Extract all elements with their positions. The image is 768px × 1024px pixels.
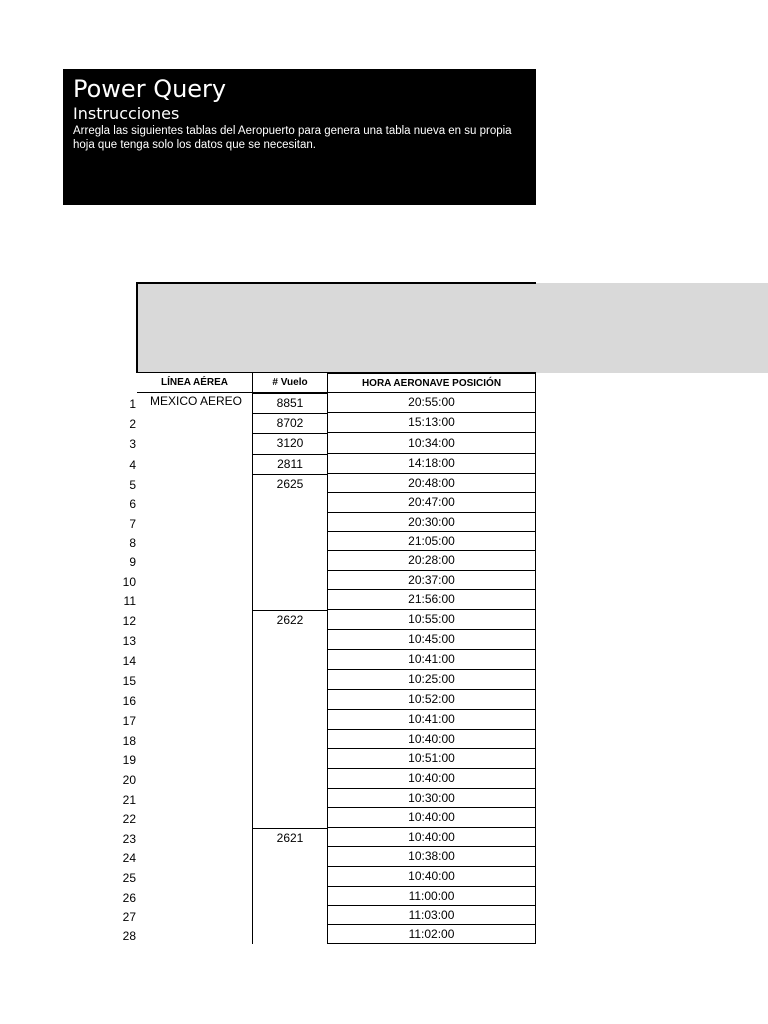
flight-number-cell[interactable]: 2622 xyxy=(252,610,327,828)
flight-number-cell[interactable]: 2621 xyxy=(252,828,327,944)
flight-number-cell[interactable]: 2811 xyxy=(252,454,327,474)
time-cell[interactable]: 11:00:00 xyxy=(327,887,536,906)
time-cell[interactable]: 21:05:00 xyxy=(327,532,536,551)
time-cell[interactable]: 10:51:00 xyxy=(327,749,536,769)
time-cell[interactable]: 20:55:00 xyxy=(327,393,536,413)
flight-number-cell[interactable]: 8702 xyxy=(252,413,327,433)
row-number: 8 xyxy=(129,536,136,550)
row-number: 11 xyxy=(123,594,136,608)
row-number: 20 xyxy=(122,773,136,787)
time-cell[interactable]: 20:37:00 xyxy=(327,571,536,590)
row-number: 1 xyxy=(129,397,136,411)
time-cell[interactable]: 20:30:00 xyxy=(327,513,536,532)
instructions-line-2: hoja que tenga solo los datos que se necesitan. xyxy=(73,139,316,151)
instructions-line-1: Arregla las siguientes tablas del Aeropuerto para genera una tabla nueva en su propia xyxy=(73,125,512,137)
row-number: 15 xyxy=(122,674,136,688)
row-number: 5 xyxy=(129,478,136,492)
row-number: 10 xyxy=(122,575,136,589)
time-cell[interactable]: 20:28:00 xyxy=(327,551,536,571)
time-cell[interactable]: 20:47:00 xyxy=(327,493,536,513)
table-title-block xyxy=(136,282,536,373)
airline-cell[interactable]: MEXICO AEREO xyxy=(149,394,243,408)
row-number: 16 xyxy=(122,694,136,708)
flight-number-cell[interactable]: 8851 xyxy=(252,393,327,413)
time-cell[interactable]: 10:52:00 xyxy=(327,690,536,710)
row-number: 23 xyxy=(122,832,136,846)
time-cell[interactable]: 10:30:00 xyxy=(327,789,536,808)
time-cell[interactable]: 10:41:00 xyxy=(327,650,536,670)
time-cell[interactable]: 20:48:00 xyxy=(327,474,536,493)
time-cell[interactable]: 10:34:00 xyxy=(327,433,536,454)
time-cell[interactable]: 10:40:00 xyxy=(327,867,536,887)
flight-number-cell[interactable]: 3120 xyxy=(252,433,327,454)
row-number: 18 xyxy=(122,734,136,748)
time-cell[interactable]: 10:40:00 xyxy=(327,828,536,847)
page-title: Power Query xyxy=(73,75,227,103)
row-number: 6 xyxy=(129,497,136,511)
time-cell[interactable]: 21:56:00 xyxy=(327,590,536,610)
time-cell[interactable]: 15:13:00 xyxy=(327,413,536,433)
row-number: 24 xyxy=(122,851,136,865)
row-number: 27 xyxy=(122,910,136,924)
row-number: 28 xyxy=(122,929,136,943)
row-number: 2 xyxy=(129,417,136,431)
time-cell[interactable]: 10:40:00 xyxy=(327,769,536,789)
instructions-text xyxy=(73,124,536,152)
column-header-time[interactable]: HORA AERONAVE POSICIÓN xyxy=(327,373,536,392)
column-header-airline[interactable]: LÍNEA AÉREA xyxy=(137,373,252,392)
time-cell[interactable]: 10:41:00 xyxy=(327,710,536,730)
time-cell[interactable]: 10:40:00 xyxy=(327,808,536,828)
row-number: 19 xyxy=(122,753,136,767)
time-cell[interactable]: 14:18:00 xyxy=(327,454,536,474)
row-number: 13 xyxy=(122,634,136,648)
instructions-heading: Instrucciones xyxy=(73,104,180,123)
time-cell[interactable]: 10:25:00 xyxy=(327,670,536,690)
row-number: 25 xyxy=(122,871,136,885)
row-number: 26 xyxy=(122,891,136,905)
row-number: 7 xyxy=(129,517,136,531)
time-cell[interactable]: 10:40:00 xyxy=(327,730,536,749)
table-title-block-extension xyxy=(536,283,768,373)
time-cell[interactable]: 10:55:00 xyxy=(327,610,536,630)
row-number: 14 xyxy=(122,654,136,668)
instructions-banner xyxy=(63,69,536,205)
row-number: 9 xyxy=(129,555,136,569)
time-cell[interactable]: 10:38:00 xyxy=(327,847,536,867)
row-number: 4 xyxy=(129,458,136,472)
column-header-flight[interactable]: # Vuelo xyxy=(252,373,327,392)
row-number: 17 xyxy=(122,714,136,728)
row-number: 12 xyxy=(122,614,136,628)
row-number: 21 xyxy=(122,793,136,807)
time-cell[interactable]: 11:02:00 xyxy=(327,925,536,944)
row-number: 3 xyxy=(129,437,136,451)
time-cell[interactable]: 11:03:00 xyxy=(327,906,536,925)
row-number: 22 xyxy=(122,812,136,826)
time-cell[interactable]: 10:45:00 xyxy=(327,630,536,650)
flight-number-cell[interactable]: 2625 xyxy=(252,474,327,610)
